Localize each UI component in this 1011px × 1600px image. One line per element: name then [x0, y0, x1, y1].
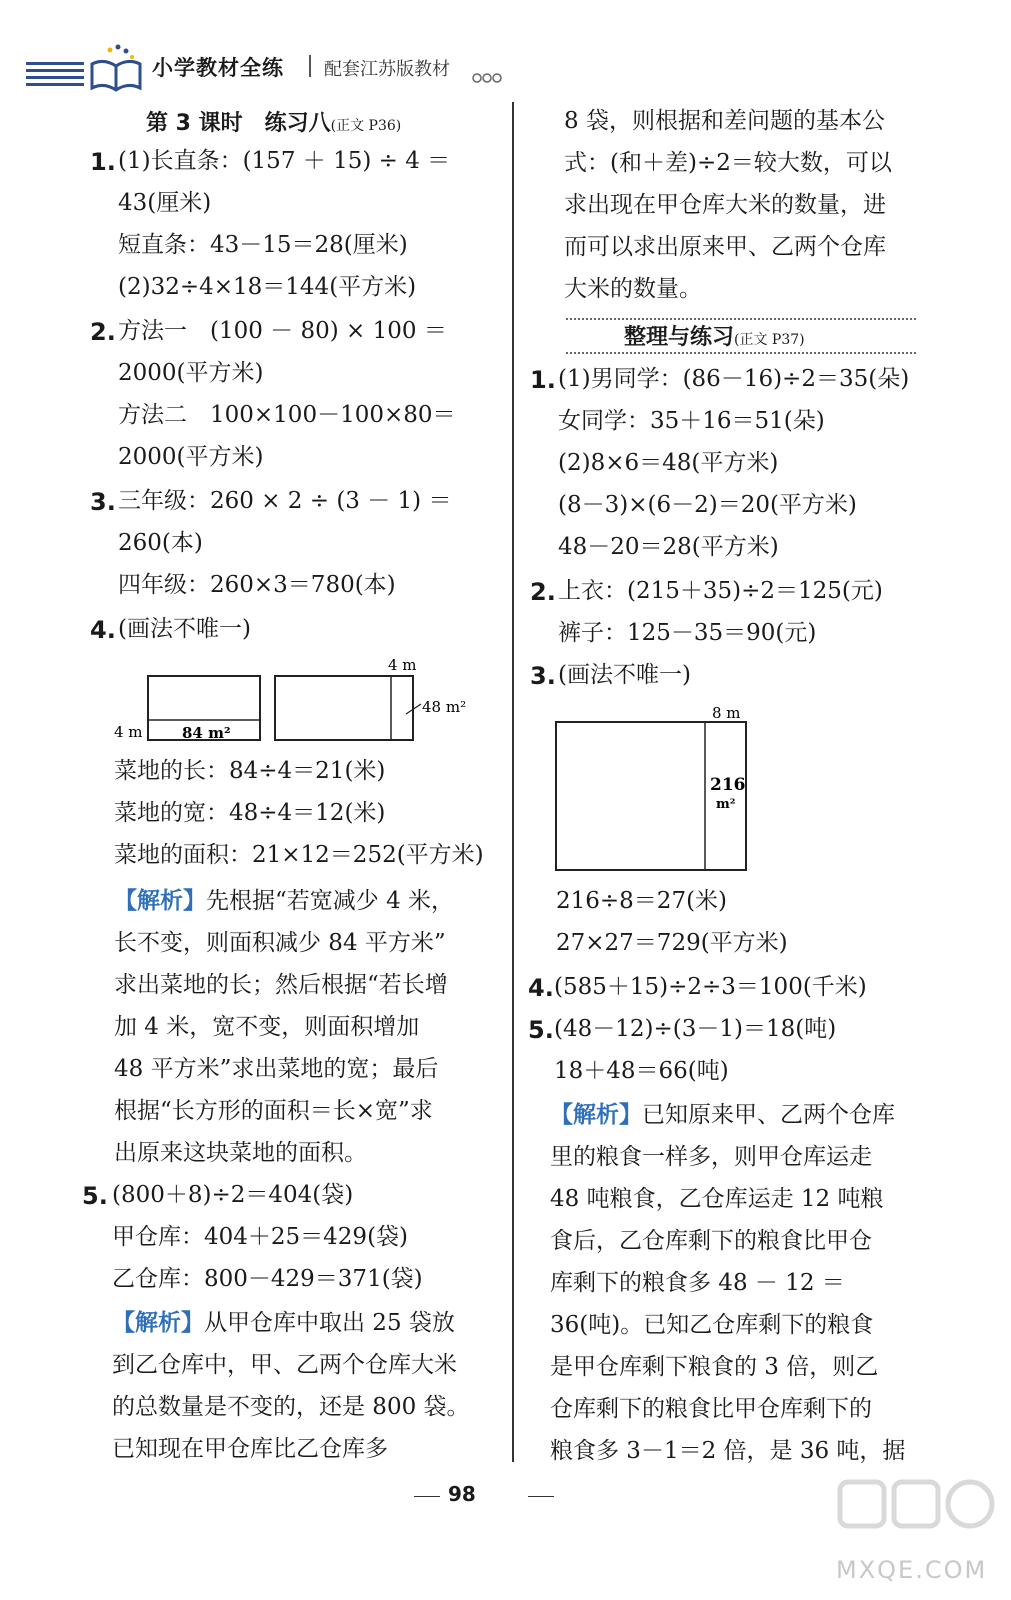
answer-line: 菜地的长：84÷4＝21(米) — [114, 758, 386, 784]
question-number: 3. — [90, 488, 116, 516]
analysis-line: 8 袋，则根据和差问题的基本公 — [564, 108, 885, 134]
analysis-line: 求出菜地的长；然后根据“若长增 — [114, 972, 448, 998]
answer-line: 27×27＝729(平方米) — [556, 930, 788, 956]
brand-name: 小学教材全练 — [152, 56, 284, 80]
analysis-line: 而可以求出原来甲、乙两个仓库 — [564, 234, 886, 260]
analysis-line — [114, 880, 454, 922]
analysis-text: 已知原来甲、乙两个仓库 — [642, 1102, 895, 1128]
drawing-note: (画法不唯一) — [118, 616, 251, 642]
answer-line: 方法一 (100 － 80) × 100 ＝ — [118, 318, 447, 344]
plot-rect-right — [275, 676, 413, 740]
analysis-line: 的总数量是不变的，还是 800 袋。 — [112, 1394, 470, 1420]
answer-line: (2)8×6＝48(平方米) — [558, 450, 779, 476]
question-number: 3. — [530, 662, 556, 690]
answer-line: 48－20＝28(平方米) — [558, 534, 779, 560]
analysis-line: 粮食多 3－1＝2 倍，是 36 吨，据 — [550, 1438, 906, 1464]
area-unit: m² — [716, 797, 736, 812]
question-number: 4. — [90, 616, 116, 644]
analysis-line: 里的粮食一样多，则甲仓库运走 — [550, 1144, 872, 1170]
question-number: 5. — [528, 1016, 554, 1044]
answer-line: (585＋15)÷2÷3＝100(千米) — [554, 974, 867, 1000]
answer-line: 四年级：260×3＝780(本) — [118, 572, 396, 598]
answer-line: 女同学：35＋16＝51(朵) — [558, 408, 825, 434]
answer-line: 216÷8＝27(米) — [556, 888, 728, 914]
width-label-right: 4 m — [388, 656, 417, 674]
analysis-line: 式：(和＋差)÷2＝较大数，可以 — [564, 150, 892, 176]
answer-line: (1)长直条：(157 ＋ 15) ÷ 4 ＝ — [118, 148, 451, 174]
footer-dash-left — [414, 1496, 440, 1497]
question-number: 4. — [528, 974, 554, 1002]
answer-line: 方法二 100×100－100×80＝ — [118, 402, 456, 428]
analysis-line: 是甲仓库剩下粮食的 3 倍，则乙 — [550, 1354, 879, 1380]
analysis-line: 仓库剩下的粮食比甲仓库剩下的 — [550, 1396, 872, 1422]
question-number: 2. — [90, 318, 116, 346]
decorative-dots-icon — [472, 71, 502, 85]
square-plot-diagram — [548, 700, 788, 876]
series-name: 配套江苏版教材 — [324, 59, 450, 80]
watermark-logo-icon — [836, 1460, 996, 1552]
answer-line: 菜地的宽：48÷4＝12(米) — [114, 800, 386, 826]
header-separator — [309, 55, 311, 77]
answer-line: 菜地的面积：21×12＝252(平方米) — [114, 842, 484, 868]
answer-line: 18＋48＝66(吨) — [554, 1058, 729, 1084]
section-title-text: 第 3 课时 练习八 — [146, 111, 331, 136]
answer-line: 上衣：(215＋35)÷2＝125(元) — [558, 578, 883, 604]
analysis-line: 库剩下的粮食多 48 － 12 ＝ — [550, 1270, 845, 1296]
analysis-line — [550, 1094, 895, 1136]
answer-line: (2)32÷4×18＝144(平方米) — [118, 274, 417, 300]
answer-line: 乙仓库：800－429＝371(袋) — [112, 1266, 423, 1292]
logo-lines — [26, 62, 84, 90]
area-value: 216 — [710, 775, 746, 795]
answer-line: 43(厘米) — [118, 190, 212, 216]
page-number: 98 — [448, 1482, 476, 1506]
analysis-tag: 【解析】 — [112, 1310, 204, 1336]
analysis-line — [112, 1302, 455, 1344]
analysis-tag: 【解析】 — [114, 888, 206, 914]
question-number: 5. — [82, 1182, 108, 1210]
question-number: 2. — [530, 578, 556, 606]
analysis-text: 先根据“若宽减少 4 米， — [206, 888, 455, 914]
analysis-line: 48 平方米”求出菜地的宽；最后 — [114, 1056, 439, 1082]
footer-dash-right — [528, 1496, 554, 1497]
analysis-line: 到乙仓库中，甲、乙两个仓库大米 — [112, 1352, 457, 1378]
drawing-note: (画法不唯一) — [558, 662, 691, 688]
analysis-line: 加 4 米，宽不变，则面积增加 — [114, 1014, 420, 1040]
analysis-line: 食后，乙仓库剩下的粮食比甲仓 — [550, 1228, 872, 1254]
analysis-line: 求出现在甲仓库大米的数量，进 — [564, 192, 886, 218]
answer-line: 裤子：125－35＝90(元) — [558, 620, 817, 646]
question-number: 1. — [90, 148, 116, 176]
analysis-text: 从甲仓库中取出 25 袋放 — [204, 1310, 455, 1336]
answer-line: 2000(平方米) — [118, 444, 264, 470]
section-rule-bottom — [566, 352, 916, 354]
watermark-site: MXQE.COM — [836, 1556, 988, 1584]
answer-line: (8－3)×(6－2)＝20(平方米) — [558, 492, 857, 518]
analysis-line: 长不变，则面积减少 84 平方米” — [114, 930, 446, 956]
area-label-left: 84 m² — [182, 724, 231, 742]
column-divider — [512, 102, 514, 1462]
book-logo-icon — [88, 44, 144, 92]
section-ref: (正文 P36) — [330, 118, 402, 134]
answer-line: 2000(平方米) — [118, 360, 264, 386]
width-label-left: 4 m — [114, 723, 143, 741]
plot-rect — [556, 722, 746, 870]
vegetable-plot-diagram — [110, 652, 490, 748]
analysis-line: 大米的数量。 — [564, 276, 702, 302]
answer-line: 260(本) — [118, 530, 203, 556]
question-number: 1. — [530, 366, 556, 394]
answer-line: (1)男同学：(86－16)÷2＝35(朵) — [558, 366, 910, 392]
section-title-review — [624, 320, 805, 351]
analysis-line: 36(吨)。已知乙仓库剩下的粮食 — [550, 1312, 874, 1338]
width-label: 8 m — [712, 704, 741, 722]
answer-line: 甲仓库：404＋25＝429(袋) — [112, 1224, 409, 1250]
page-header — [18, 40, 488, 92]
answer-line: 三年级：260 × 2 ÷ (3 － 1) ＝ — [118, 488, 452, 514]
analysis-line: 根据“长方形的面积＝长×宽”求 — [114, 1098, 433, 1124]
answer-line: 短直条：43－15＝28(厘米) — [118, 232, 408, 258]
analysis-line: 已知现在甲仓库比乙仓库多 — [112, 1436, 388, 1462]
area-label-right: 48 m² — [422, 698, 467, 716]
analysis-tag: 【解析】 — [550, 1102, 642, 1128]
answer-line: (800＋8)÷2＝404(袋) — [112, 1182, 354, 1208]
analysis-line: 出原来这块菜地的面积。 — [114, 1140, 367, 1166]
answer-line: (48－12)÷(3－1)＝18(吨) — [554, 1016, 837, 1042]
section-title-text: 整理与练习 — [624, 325, 735, 350]
section-title-lesson3 — [146, 106, 401, 137]
analysis-line: 48 吨粮食，乙仓库运走 12 吨粮 — [550, 1186, 884, 1212]
section-ref: (正文 P37) — [734, 332, 805, 348]
